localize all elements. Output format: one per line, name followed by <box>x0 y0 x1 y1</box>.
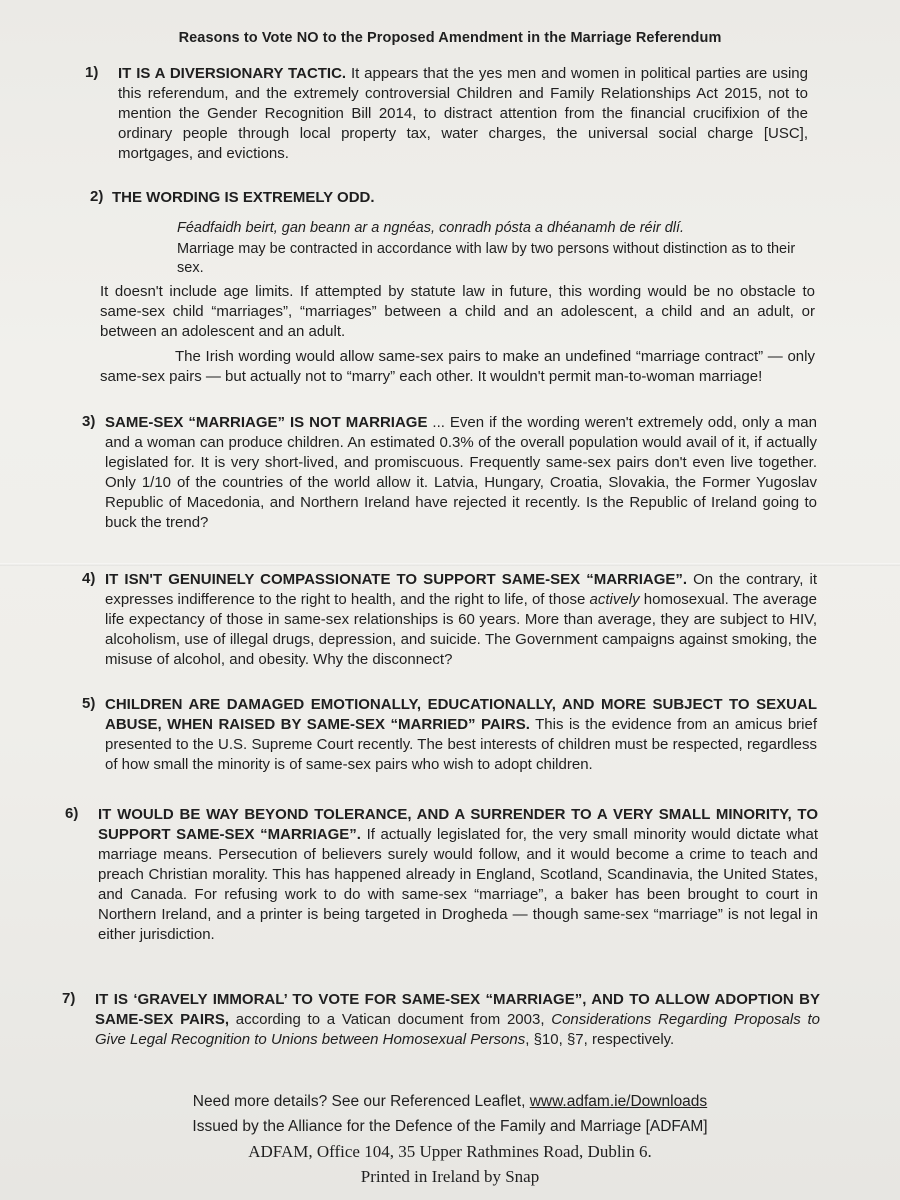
item-3-number: 3) <box>82 413 96 430</box>
footer-more-details <box>0 1093 900 1111</box>
footer-address: ADFAM, Office 104, 35 Upper Rathmines Road, Dublin 6. <box>248 1142 652 1161</box>
item-5 <box>105 695 817 775</box>
item-6-number: 6) <box>65 805 79 822</box>
item-4 <box>105 570 817 670</box>
item-5-body: This is the evidence from an amicus brief presented to the U.S. Supreme Court recently. The best interests of children must be respected, regardless of how small the minority is of same-sex pairs who wish to adopt children. <box>105 716 817 773</box>
item-7-heading: IT IS ‘GRAVELY IMMORAL’ TO VOTE FOR SAME-SEX “MARRIAGE”, AND TO ALLOW ADOPTION BY SAME-SEX PAIRS, <box>95 991 820 1028</box>
item-5-number: 5) <box>82 695 96 712</box>
item-1-body: It appears that the yes men and women in political parties are using this referendum, and the extremely controversial Children and Family Relationships Act 2015, not to mention the Gender Recognition Bill 2014, to distract attention from the financial crucifixion of the ordinary people through local property tax, water charges, the universal social charge [USC], mortgages, and evictions. <box>118 65 808 162</box>
item-2-paragraph-1: It doesn't include age limits. If attempted by statute law in future, this wording would be no obstacle to same-sex child “marriages”, “marriages” between a child and an adolescent, a child and an adult, or between an adolescent and an adult. <box>100 283 815 340</box>
item-2-heading: THE WORDING IS EXTREMELY ODD. <box>112 189 375 206</box>
item-2-number: 2) <box>90 188 104 205</box>
item-7-number: 7) <box>62 990 76 1007</box>
item-1-heading: IT IS A DIVERSIONARY TACTIC. <box>118 65 347 82</box>
item-6-body: If actually legislated for, the very small minority would dictate what marriage means. Persecution of believers surely would follow, and it would become a crime to teach and preach Christian morality. This has happened already in England, Scotland, Scandinavia, the United States, and Canada. For refusing work to do with same-sex “marriage”, a baker has been brought to court in Northern Ireland, and a printer is being targeted in Drogheda — though same-sex “marriage” is not legal in either jurisdiction. <box>98 826 819 943</box>
item-7-document-title: Considerations Regarding Proposals to Give Legal Recognition to Unions between Homosexual Persons <box>95 1011 820 1048</box>
item-4-number: 4) <box>82 570 96 587</box>
item-4-body-italic: actively <box>589 591 640 608</box>
item-4-heading: IT ISN'T GENUINELY COMPASSIONATE TO SUPPORT SAME-SEX “MARRIAGE”. <box>105 571 688 588</box>
item-2-english-wording: Marriage may be contracted in accordance with law by two persons without distinction as to their sex. <box>177 241 796 276</box>
page-title: Reasons to Vote NO to the Proposed Amendment in the Marriage Referendum <box>178 30 722 46</box>
item-4-body-1: On the contrary, it expresses indifference to the right to health, and the right to life, of those <box>105 571 817 608</box>
item-1-number: 1) <box>85 64 99 81</box>
item-3-body: ... Even if the wording weren't extremely odd, only a man and a woman can produce children. An estimated 0.3% of the overall population would avail of it, if actually legislated for. It is very short-lived, and promiscuous. Frequently same-sex pairs don't even live together. Only 1/10 of the countries of the world allow it. Latvia, Hungary, Croatia, Slovakia, the Former Yugoslav Republic of Macedonia, and Northern Ireland have rejected it recently. Is the Republic of Ireland going to buck the trend? <box>105 414 817 531</box>
item-2-paragraph-2: The Irish wording would allow same-sex pairs to make an undefined “marriage contract” — only same-sex pairs — but actually not to “marry” each other. It wouldn't permit man-to-woman marriage! <box>100 348 815 385</box>
item-4-body-2: homosexual. The average life expectancy of those in same-sex relationships is 60 years. More than average, they are subject to HIV, alcoholism, use of illegal drugs, depression, and suicide. The Government campaigns against smoking, the misuse of alcohol, and obesity. Why the disconnect? <box>105 591 817 668</box>
item-7 <box>95 990 820 1050</box>
item-7-body-1: according to a Vatican document from 2003, <box>229 1011 552 1028</box>
item-1 <box>118 64 808 164</box>
paper-fold-line <box>0 563 900 566</box>
footer-printer: Printed in Ireland by Snap <box>360 1167 540 1186</box>
item-7-body-2: , §10, §7, respectively. <box>525 1031 675 1048</box>
item-6 <box>98 805 818 945</box>
footer-downloads-link[interactable]: www.adfam.ie/Downloads <box>529 1093 708 1110</box>
item-2-heading-row <box>112 188 802 208</box>
item-6-heading: IT WOULD BE WAY BEYOND TOLERANCE, AND A SURRENDER TO A VERY SMALL MINORITY, TO SUPPORT SAME-SEX “MARRIAGE”. <box>98 806 818 843</box>
item-3 <box>105 413 817 533</box>
item-3-heading: SAME-SEX “MARRIAGE” IS NOT MARRIAGE <box>105 414 428 431</box>
item-5-heading: CHILDREN ARE DAMAGED EMOTIONALLY, EDUCATIONALLY, AND MORE SUBJECT TO SEXUAL ABUSE, WHEN RAISED BY SAME-SEX “MARRIED” PAIRS. <box>105 696 817 733</box>
item-2-irish-wording: Féadfaidh beirt, gan beann ar a ngnéas, conradh pósta a dhéanamh de réir dlí. <box>177 220 685 236</box>
footer-more-details-text: Need more details? See our Referenced Leaflet, <box>192 1093 530 1110</box>
footer-issued-by: Issued by the Alliance for the Defence of the Family and Marriage [ADFAM] <box>192 1118 708 1135</box>
